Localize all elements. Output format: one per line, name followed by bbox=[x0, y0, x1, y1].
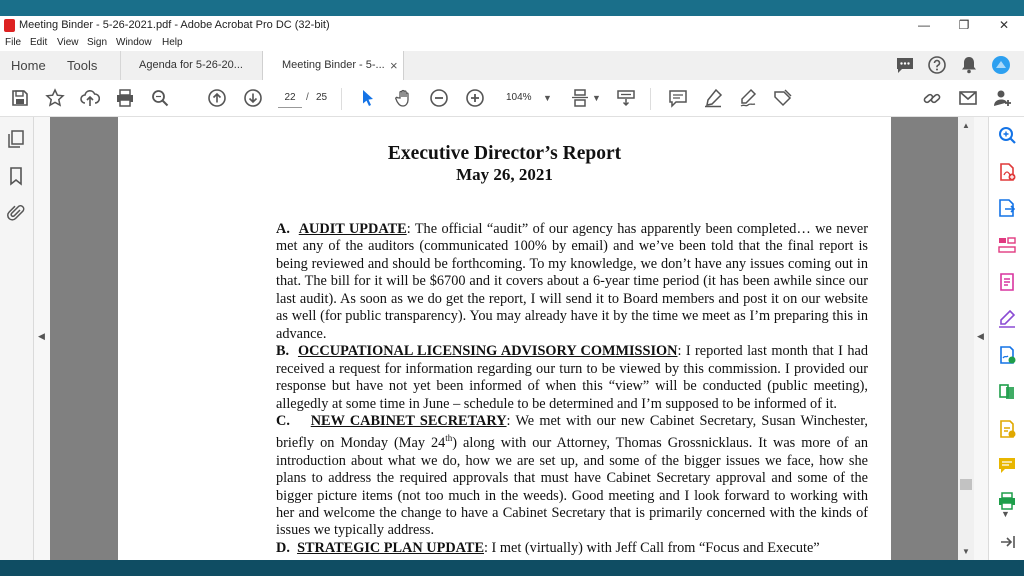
bookmark-star-icon[interactable] bbox=[44, 87, 66, 109]
scroll-up-arrow-icon[interactable]: ▲ bbox=[962, 121, 970, 130]
menu-sign[interactable]: Sign bbox=[87, 37, 108, 48]
add-comment-icon[interactable] bbox=[667, 87, 689, 109]
save-icon[interactable] bbox=[9, 87, 31, 109]
report-date: May 26, 2021 bbox=[456, 165, 553, 184]
tab-tools[interactable]: Tools bbox=[67, 58, 98, 73]
edit-tag-icon[interactable] bbox=[772, 87, 794, 109]
left-panel-collapse-handle[interactable] bbox=[34, 117, 50, 560]
section-c: C. NEW CABINET SECRETARY: We met with our new Cabinet Secretary, Susan Winchester, briefly on Monday (May 24th) along with our Attorney, Thomas Grossnicklaus. It was more of an introduction about what we do, how we are set up, and some of the bigger issues we face, how she plans to address the required approvals that must have Cabinet Secretary approval and some of the bigger picture items (not too much in the weeds). Good meeting and I look forward to working with her and welcome the change to have a Cabinet Secretary that is primarily concerned with the kinds of issues we typically address. bbox=[276, 412, 868, 539]
previous-page-icon[interactable] bbox=[206, 87, 228, 109]
desktop-background-top bbox=[0, 0, 1024, 16]
section-a-text: : The official “audit” of our agency has apparently been completed… we never met any of the auditors (communicated 100% by email) and we’ve been told that the final report is being reviewed and should be forthcoming. To my knowledge, we don’t have any issues coming out in that. The bill for it will be $6700 and it covers about a 6-year time period (it has been awhile since our last audit). As soon as we do get the report, I will send it to Board members and post it on our website as well (for public transparency). You may already have it by the time we meet as I’m preparing this in advance. bbox=[276, 221, 868, 342]
section-c-text-2: ) along with our Attorney, Thomas Grossnicklaus. It was more of an introduction about what we do, how we are set up, and some of the bigger issues we face, how she plans to address the required approvals that must have Cabinet Secretary approval and some of the bigger picture items (not too much in the weeds). Good meeting and I look forward to working with her and welcome the change to have a Cabinet Secretary that is primarily concerned with the kinds of issues we typically address. bbox=[276, 435, 868, 539]
report-title: Executive Director’s Report bbox=[387, 143, 622, 164]
add-user-icon[interactable] bbox=[992, 87, 1014, 109]
more-tools-chevron-icon[interactable]: ▼ bbox=[1001, 509, 1010, 519]
report-body bbox=[276, 221, 868, 557]
menu-edit[interactable]: Edit bbox=[30, 37, 48, 48]
hand-tool-icon[interactable] bbox=[393, 87, 415, 109]
menu-window[interactable]: Window bbox=[116, 37, 152, 48]
maximize-button[interactable]: ❐ bbox=[958, 18, 970, 32]
request-signatures-icon[interactable] bbox=[997, 419, 1017, 439]
scrolling-mode-icon[interactable] bbox=[615, 87, 637, 109]
find-search-icon[interactable] bbox=[149, 87, 171, 109]
create-pdf-icon[interactable] bbox=[997, 162, 1017, 182]
bookmarks-icon[interactable] bbox=[6, 166, 26, 186]
right-tools-pane bbox=[988, 117, 1024, 560]
organize-pages-icon[interactable] bbox=[997, 235, 1017, 255]
collapse-left-arrow-icon: ◀ bbox=[38, 331, 45, 341]
share-link-icon[interactable] bbox=[921, 87, 943, 109]
window-titlebar bbox=[0, 16, 1024, 35]
sign-pen-icon[interactable] bbox=[737, 87, 759, 109]
menu-file[interactable]: File bbox=[5, 37, 22, 48]
right-panel-collapse-handle[interactable] bbox=[974, 117, 988, 560]
page-number-input[interactable]: 22 bbox=[278, 89, 302, 108]
tab-meeting-binder-document[interactable] bbox=[262, 51, 404, 80]
help-icon[interactable] bbox=[926, 54, 948, 76]
section-d-text: : I met (virtually) with Jeff Call from “Focus and Execute” bbox=[484, 539, 820, 556]
combine-files-icon[interactable] bbox=[997, 382, 1017, 402]
toolbar-divider bbox=[341, 88, 342, 110]
chevron-down-icon: ▼ bbox=[543, 93, 552, 103]
section-c-superscript: th bbox=[445, 433, 453, 444]
minimize-button[interactable]: — bbox=[918, 18, 930, 32]
select-cursor-icon[interactable] bbox=[357, 87, 379, 109]
upload-cloud-icon[interactable] bbox=[79, 87, 101, 109]
collapse-tools-pane-icon[interactable] bbox=[997, 532, 1017, 552]
section-c-text-1: : We met with our new Cabinet Secretary, Susan Winchester, briefly on Monday (May 24 bbox=[276, 412, 868, 452]
page-display-chevron-icon[interactable]: ▼ bbox=[592, 93, 601, 103]
document-cloud-avatar-icon[interactable] bbox=[990, 54, 1012, 76]
close-window-button[interactable]: ✕ bbox=[998, 18, 1010, 32]
tab-agenda-document[interactable] bbox=[120, 51, 260, 80]
left-navigation-panel bbox=[0, 117, 34, 560]
scrollbar-thumb[interactable] bbox=[960, 479, 972, 490]
desktop-taskbar-strip bbox=[0, 560, 1024, 576]
section-a: A. AUDIT UPDATE: The official “audit” of our agency has apparently been completed… we never met any of the auditors (communicated 100% by email) and we’ve been told that the final report is being reviewed and should be forthcoming. To my knowledge, we don’t have any issues coming out in that. The bill for it will be $6700 and it covers about a 6-year time period (it has been awhile since our last audit). As soon as we do get the report, I will send it to Board members and post it on our website as well (for public transparency). You may already have it by the time we meet as I’m preparing this in advance. bbox=[276, 221, 868, 342]
menu-help[interactable]: Help bbox=[162, 37, 183, 48]
page-thumbnails-icon[interactable] bbox=[6, 129, 26, 149]
page-total: 25 bbox=[316, 92, 328, 103]
fill-sign-icon[interactable] bbox=[997, 309, 1017, 329]
page-display-icon[interactable] bbox=[570, 87, 592, 109]
export-pdf-icon[interactable] bbox=[997, 198, 1017, 218]
tab-bar bbox=[0, 51, 1024, 81]
email-icon[interactable] bbox=[957, 87, 979, 109]
tab-agenda-label: Agenda for 5-26-20... bbox=[139, 59, 243, 71]
section-d-heading: STRATEGIC PLAN UPDATE bbox=[297, 539, 485, 556]
main-toolbar bbox=[0, 80, 1024, 117]
enhance-scan-icon[interactable] bbox=[997, 125, 1017, 145]
scroll-down-arrow-icon[interactable]: ▼ bbox=[962, 547, 970, 556]
toolbar-divider-2 bbox=[650, 88, 651, 110]
zoom-out-icon[interactable] bbox=[428, 87, 450, 109]
comment-bubble-icon[interactable] bbox=[894, 54, 916, 76]
menu-view[interactable]: View bbox=[57, 37, 79, 48]
send-for-signature-icon[interactable] bbox=[997, 345, 1017, 365]
zoom-level-value: 104% bbox=[506, 92, 532, 103]
print-production-icon[interactable] bbox=[997, 491, 1017, 511]
tab-meeting-binder-label: Meeting Binder - 5-... bbox=[282, 59, 385, 71]
acrobat-app-icon bbox=[4, 19, 15, 32]
attachments-paperclip-icon[interactable] bbox=[6, 203, 26, 223]
section-a-heading: AUDIT UPDATE bbox=[298, 221, 407, 237]
zoom-in-icon[interactable] bbox=[464, 87, 486, 109]
vertical-scrollbar[interactable] bbox=[958, 117, 974, 560]
notifications-bell-icon[interactable] bbox=[958, 54, 980, 76]
collapse-right-arrow-icon: ◀ bbox=[977, 331, 984, 341]
section-d: D. STRATEGIC PLAN UPDATE: I met (virtually) with Jeff Call from “Focus and Execute” bbox=[276, 539, 820, 556]
section-b-heading: OCCUPATIONAL LICENSING ADVISORY COMMISSION bbox=[297, 343, 678, 360]
document-viewport[interactable] bbox=[50, 117, 958, 560]
next-page-icon[interactable] bbox=[242, 87, 264, 109]
page-separator: / bbox=[306, 92, 309, 103]
highlight-pen-icon[interactable] bbox=[702, 87, 724, 109]
edit-pdf-icon[interactable] bbox=[997, 272, 1017, 292]
window-title: Meeting Binder - 5-26-2021.pdf - Adobe Acrobat Pro DC (32-bit) bbox=[19, 19, 330, 31]
print-icon[interactable] bbox=[114, 87, 136, 109]
section-c-heading: NEW CABINET SECRETARY bbox=[310, 412, 507, 429]
menu-bar bbox=[0, 35, 1024, 51]
section-b-text: : I reported last month that I had received a request for information regarding our turn to be viewed by this commission. I provided our response but have not yet been informed of when this “view” will be conducted (public meeting), allegedly at some time in June – schedule to be determined and I’m supposed to be informed of it. bbox=[276, 343, 868, 412]
tab-home[interactable]: Home bbox=[11, 58, 46, 73]
comment-tool-icon[interactable] bbox=[997, 455, 1017, 475]
pdf-page bbox=[118, 117, 891, 560]
close-tab-icon[interactable]: × bbox=[390, 58, 398, 73]
section-b: B. OCCUPATIONAL LICENSING ADVISORY COMMISSION: I reported last month that I had received a request for information regarding our turn to be viewed by this commission. I provided our response but have not yet been informed of when this “view” will be conducted (public meeting), allegedly at some time in June – schedule to be determined and I’m supposed to be informed of it. bbox=[276, 343, 868, 412]
zoom-level-select[interactable] bbox=[500, 89, 556, 107]
